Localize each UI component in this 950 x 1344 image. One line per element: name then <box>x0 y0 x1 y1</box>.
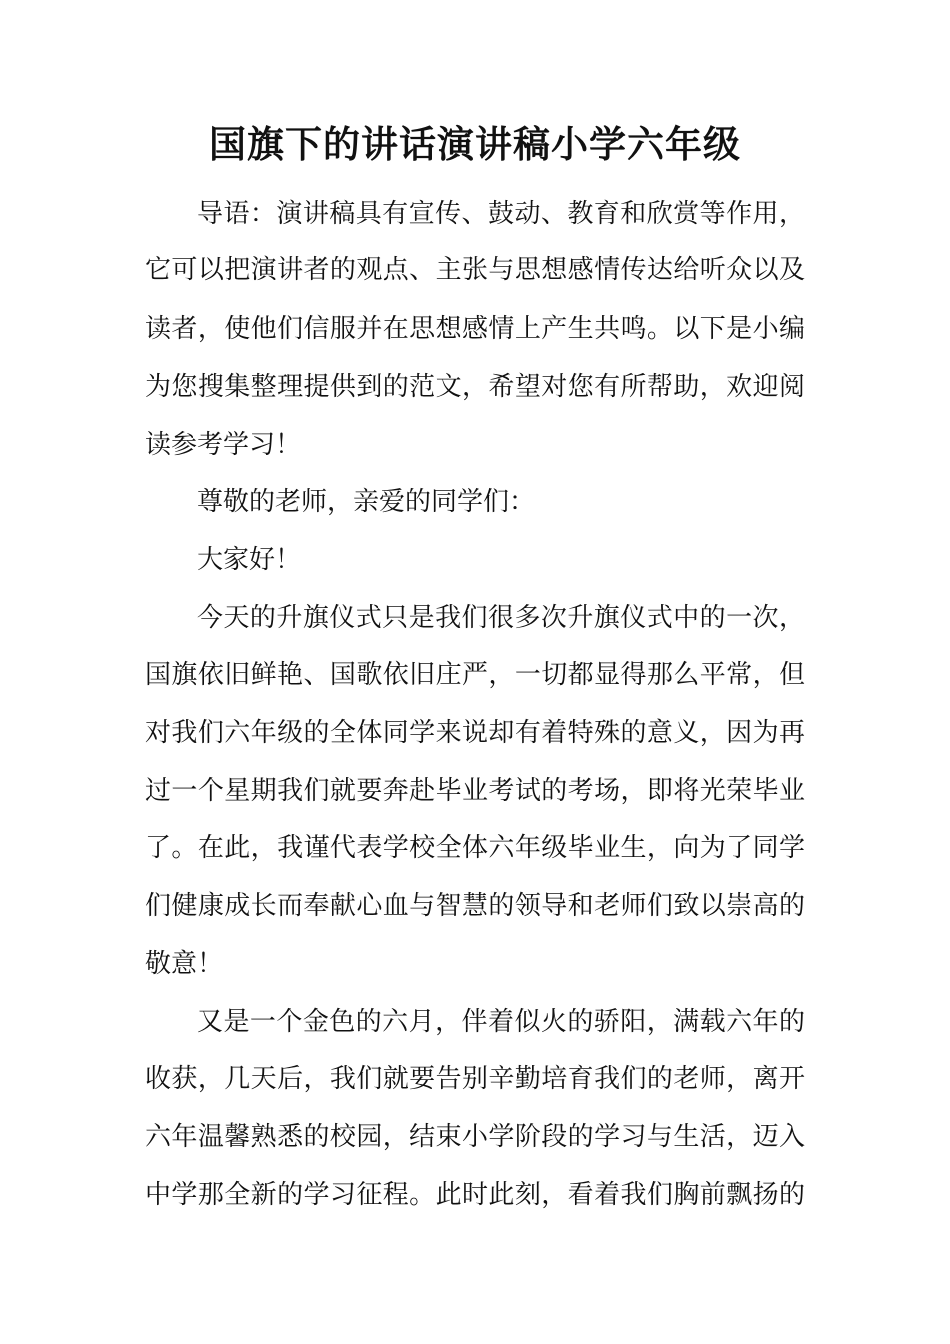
intro-line-5: 读参考学习！ <box>145 430 302 460</box>
body-1-line-5: 了。在此，我谨代表学校全体六年级毕业生，向为了同学 <box>145 833 805 863</box>
body-1-line-7: 敬意！ <box>145 949 224 979</box>
intro-line-2: 它可以把演讲者的观点、主张与思想感情传达给听众以及 <box>145 255 805 285</box>
body-2-line-4: 中学那全新的学习征程。此时此刻，看着我们胸前飘扬的 <box>145 1180 805 1210</box>
body-1-line-6: 们健康成长而奉献心血与智慧的领导和老师们致以崇高的 <box>145 891 805 921</box>
body-2-line-3: 六年温馨熟悉的校园，结束小学阶段的学习与生活，迈入 <box>145 1122 805 1152</box>
body-2-line-1: 又是一个金色的六月，伴着似火的骄阳，满载六年的 <box>197 1007 805 1037</box>
body-2-line-2: 收获，几天后，我们就要告别辛勤培育我们的老师，离开 <box>145 1064 805 1094</box>
body-1-line-2: 国旗依旧鲜艳、国歌依旧庄严，一切都显得那么平常，但 <box>145 660 805 690</box>
salutation-line: 尊敬的老师，亲爱的同学们： <box>197 487 536 517</box>
document-title: 国旗下的讲话演讲稿小学六年级 <box>209 122 741 166</box>
body-1-line-3: 对我们六年级的全体同学来说却有着特殊的意义，因为再 <box>145 718 805 748</box>
intro-line-4: 为您搜集整理提供到的范文，希望对您有所帮助，欢迎阅 <box>145 372 805 402</box>
body-1-line-4: 过一个星期我们就要奔赴毕业考试的考场，即将光荣毕业 <box>145 776 805 806</box>
body-1-line-1: 今天的升旗仪式只是我们很多次升旗仪式中的一次， <box>197 603 805 633</box>
greeting-line: 大家好！ <box>197 545 302 575</box>
intro-line-3: 读者，使他们信服并在思想感情上产生共鸣。以下是小编 <box>145 314 805 344</box>
intro-line-1: 导语：演讲稿具有宣传、鼓动、教育和欣赏等作用， <box>197 199 805 229</box>
